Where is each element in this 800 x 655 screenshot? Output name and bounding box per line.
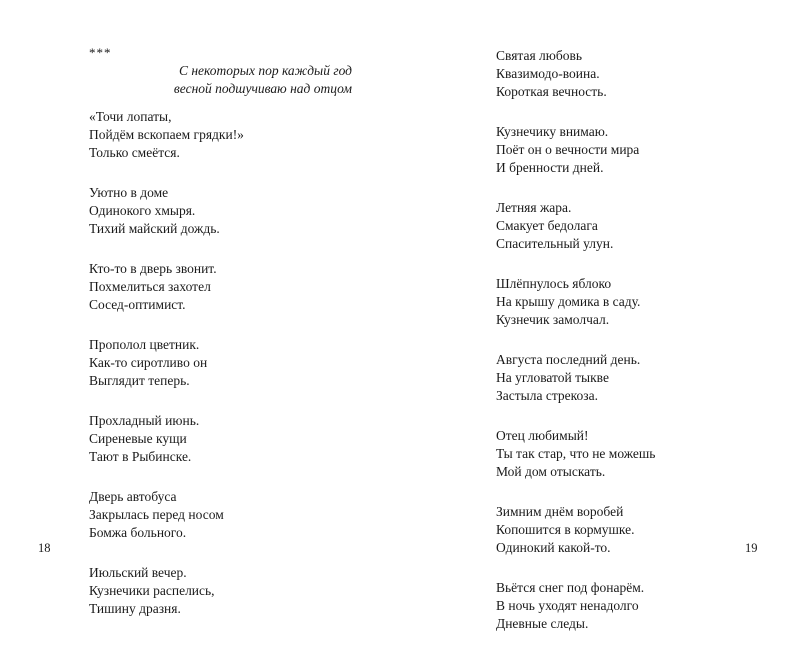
poem-line: Копошится в кормушке. xyxy=(496,522,635,537)
poem-line: Святая любовь xyxy=(496,48,583,63)
poem-line: Закрылась перед носом xyxy=(89,507,224,522)
poem-line: Пойдём вскопаем грядки!» xyxy=(89,127,244,142)
poem-line: Квазимодо-воина. xyxy=(496,66,600,81)
poem-line: Одинокий какой-то. xyxy=(496,540,611,555)
poem-line: Бомжа больного. xyxy=(89,525,187,540)
poem-line: На крышу домика в саду. xyxy=(496,294,641,309)
poem-line: Мой дом отыскать. xyxy=(496,464,606,479)
poem-line: «Точи лопаты, xyxy=(89,109,172,124)
poem-line: Дверь автобуса xyxy=(89,489,177,504)
page-number: 19 xyxy=(745,541,758,555)
poem-line: Выглядит теперь. xyxy=(89,373,190,388)
haiku-stanza xyxy=(89,488,244,542)
right-stanzas xyxy=(496,47,655,655)
haiku-stanza xyxy=(496,351,655,405)
poem-line: Сосед-оптимист. xyxy=(89,297,186,312)
poem-line: Короткая вечность. xyxy=(496,84,607,99)
poem-line: Дневные следы. xyxy=(496,616,589,631)
haiku-stanza xyxy=(496,503,655,557)
poem-line: И бренности дней. xyxy=(496,160,604,175)
poem-line: Тихий майский дождь. xyxy=(89,221,220,236)
haiku-stanza xyxy=(89,564,244,618)
haiku-stanza xyxy=(89,260,244,314)
haiku-stanza xyxy=(496,579,655,633)
haiku-stanza xyxy=(89,336,244,390)
poem-line: Вьётся снег под фонарём. xyxy=(496,580,645,595)
left-stanzas xyxy=(89,108,244,640)
poem-line: На угловатой тыкве xyxy=(496,370,609,385)
section-separator: *** xyxy=(89,45,112,60)
poem-line: Прохладный июнь. xyxy=(89,413,200,428)
left-page xyxy=(0,0,400,616)
poem-line: Ты так стар, что не можешь xyxy=(496,446,656,461)
poem-line: Похмелиться захотел xyxy=(89,279,211,294)
poem-line: Кто-то в дверь звонит. xyxy=(89,261,217,276)
poem-line: Тишину дразня. xyxy=(89,601,181,616)
haiku-stanza xyxy=(496,275,655,329)
haiku-stanza xyxy=(496,123,655,177)
poem-line: Только смеётся. xyxy=(89,145,180,160)
page-number: 18 xyxy=(38,541,51,555)
epigraph xyxy=(140,62,352,98)
poem-line: Поёт он о вечности мира xyxy=(496,142,640,157)
poem-line: Сиреневые кущи xyxy=(89,431,187,446)
haiku-stanza xyxy=(89,184,244,238)
haiku-stanza xyxy=(496,427,655,481)
poem-line: Как-то сиротливо он xyxy=(89,355,208,370)
poem-line: Застыла стрекоза. xyxy=(496,388,598,403)
poem-line: Августа последний день. xyxy=(496,352,641,367)
epigraph-line: С некоторых пор каждый год xyxy=(178,63,352,78)
haiku-stanza xyxy=(89,412,244,466)
poem-line: Кузнечики распелись, xyxy=(89,583,215,598)
poem-line: Зимним днём воробей xyxy=(496,504,624,519)
haiku-stanza xyxy=(496,47,655,101)
poem-line: Отец любимый! xyxy=(496,428,589,443)
poem-line: Кузнечику внимаю. xyxy=(496,124,609,139)
poem-line: Прополол цветник. xyxy=(89,337,200,352)
poem-line: В ночь уходят ненадолго xyxy=(496,598,639,613)
poem-line: Спасительный улун. xyxy=(496,236,614,251)
right-page xyxy=(400,0,800,631)
haiku-stanza xyxy=(89,108,244,162)
poem-line: Шлёпнулось яблоко xyxy=(496,276,612,291)
epigraph-line: весной подшучиваю над отцом xyxy=(173,81,352,96)
poem-line: Тают в Рыбинске. xyxy=(89,449,192,464)
poem-line: Июльский вечер. xyxy=(89,565,187,580)
poem-line: Летняя жара. xyxy=(496,200,572,215)
poem-line: Смакует бедолага xyxy=(496,218,598,233)
poem-line: Кузнечик замолчал. xyxy=(496,312,610,327)
poem-line: Одинокого хмыря. xyxy=(89,203,196,218)
poem-line: Уютно в доме xyxy=(89,185,169,200)
haiku-stanza xyxy=(496,199,655,253)
